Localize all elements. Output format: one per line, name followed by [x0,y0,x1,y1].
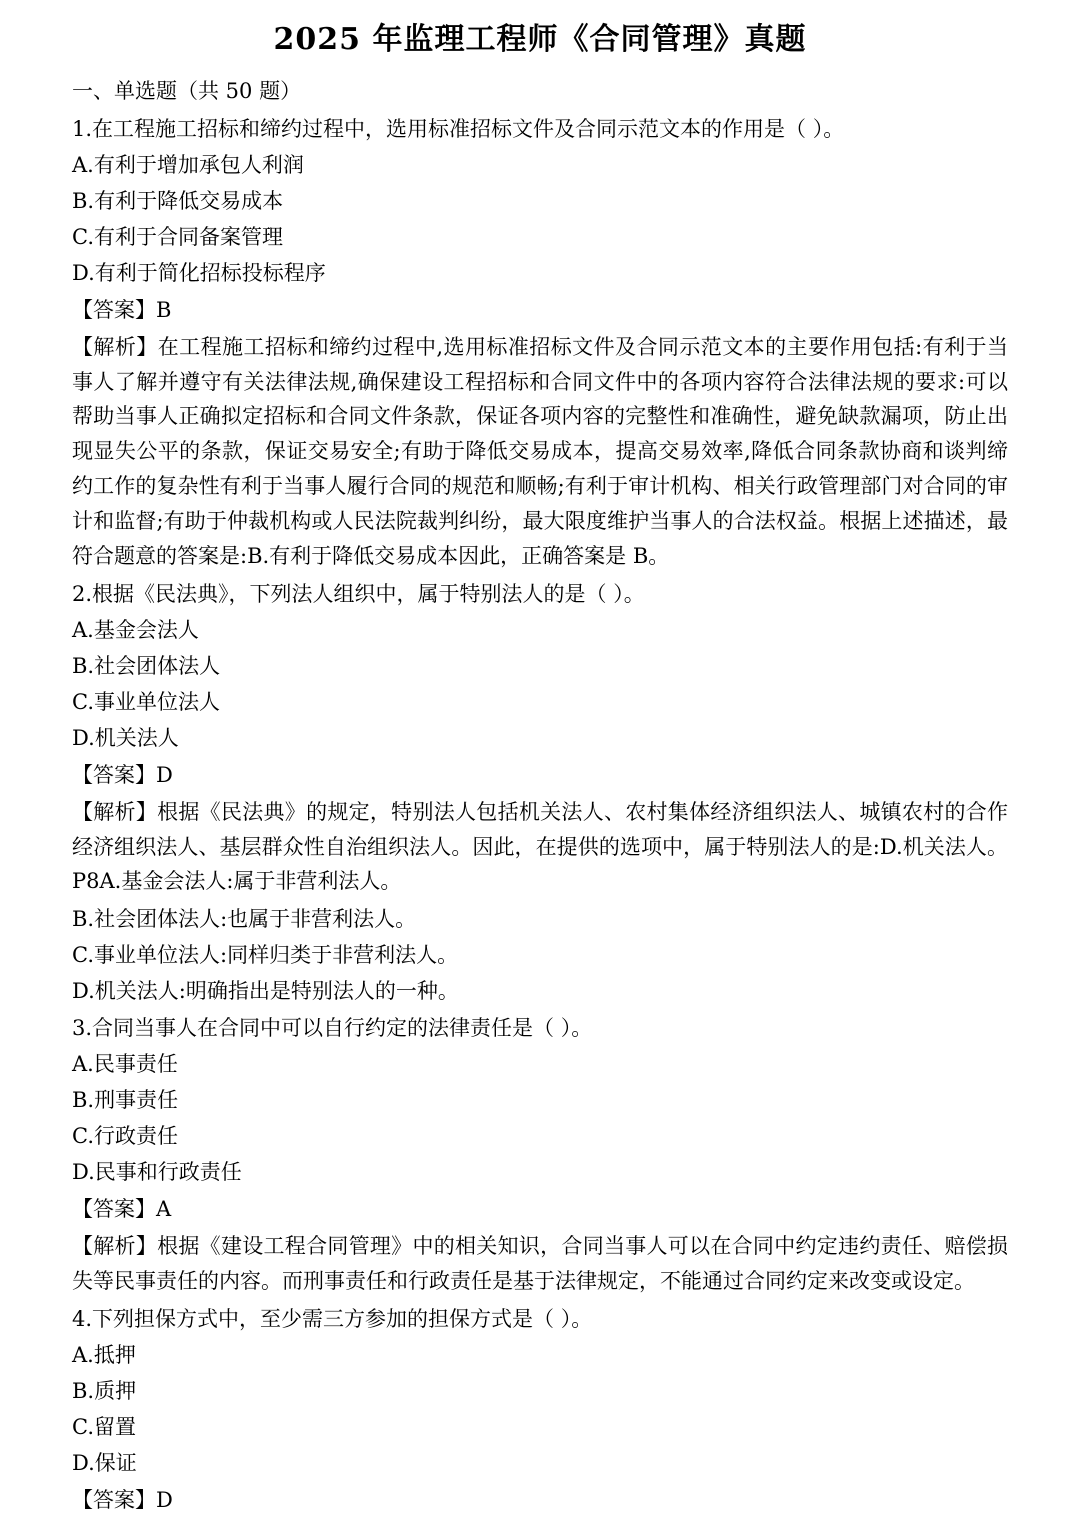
question-option: C.有利于合同备案管理 [72,224,283,249]
question-block [72,577,1008,1009]
question-option: B.社会团体法人 [72,653,221,678]
question-option: D.有利于简化招标投标程序 [72,260,326,285]
question-block [72,1302,1008,1517]
question-option: B.刑事责任 [72,1088,179,1113]
question-option: C.行政责任 [72,1124,178,1149]
question-option: B.质押 [72,1379,137,1404]
question-stem: 4.下列担保方式中，至少需三方参加的担保方式是（ ）。 [72,1307,593,1332]
question-answer: 【答案】D [72,1488,173,1513]
question-option: D.保证 [72,1451,137,1476]
question-option: B.有利于降低交易成本 [72,188,284,213]
question-stem: 2.根据《民法典》，下列法人组织中，属于特别法人的是（ ）。 [72,581,645,606]
question-explanation-line: D.机关法人:明确指出是特别法人的一种。 [72,979,459,1004]
question-option: C.留置 [72,1415,136,1440]
question-option: A.抵押 [72,1343,136,1368]
question-block [72,112,1008,574]
question-option: A.基金会法人 [72,617,199,642]
question-stem: 3.合同当事人在合同中可以自行约定的法律责任是（ ）。 [72,1016,593,1041]
question-option: A.民事责任 [72,1052,178,1077]
question-answer: 【答案】B [72,297,172,322]
question-answer: 【答案】A [72,1197,172,1222]
question-explanation-line: C.事业单位法人:同样归类于非营利法人。 [72,943,459,968]
question-option: C.事业单位法人 [72,689,220,714]
question-explanation: 【解析】根据《民法典》的规定，特别法人包括机关法人、农村集体经济组织法人、城镇农村的合作经济组织法人、基层群众性自治组织法人。因此，在提供的选项中，属于特别法人的是:D.机关法人。P8A.基金会法人:属于非营利法人。 [72,799,1008,894]
question-explanation: 【解析】在工程施工招标和缔约过程中,选用标准招标文件及合同示范文本的主要作用包括:有利于当事人了解并遵守有关法律法规,确保建设工程招标和合同文件中的各项内容符合法律法规的要求:可以帮助当事人正确拟定招标和合同文件条款，保证各项内容的完整性和准确性，避免缺款漏项，防止出现显失公平的条款，保证交易安全;有助于降低交易成本，提高交易效率,降低合同条款协商和谈判缔约工作的复杂性有利于当事人履行合同的规范和顺畅;有利于审计机构、相关行政管理部门对合同的审计和监督;有助于仲裁机构或人民法院裁判纠纷，最大限度维护当事人的合法权益。根据上述描述，最符合题意的答案是:B.有利于降低交易成本因此，正确答案是 B。 [72,334,1008,568]
question-option: D.机关法人 [72,725,179,750]
page-title: 2025 年监理工程师《合同管理》真题 [273,22,807,57]
question-option: D.民事和行政责任 [72,1160,242,1185]
question-answer: 【答案】D [72,762,173,787]
question-stem: 1.在工程施工招标和缔约过程中，选用标准招标文件及合同示范文本的作用是（ ）。 [72,116,845,141]
question-explanation-line: B.社会团体法人:也属于非营利法人。 [72,907,417,932]
question-option: A.有利于增加承包人利润 [72,152,304,177]
section-heading: 一、单选题（共 50 题） [72,79,302,103]
question-explanation: 【解析】根据《建设工程合同管理》中的相关知识，合同当事人可以在合同中约定违约责任、赔偿损失等民事责任的内容。而刑事责任和行政责任是基于法律规定，不能通过合同约定来改变或设定。 [72,1234,1008,1294]
question-block [72,1011,1008,1299]
